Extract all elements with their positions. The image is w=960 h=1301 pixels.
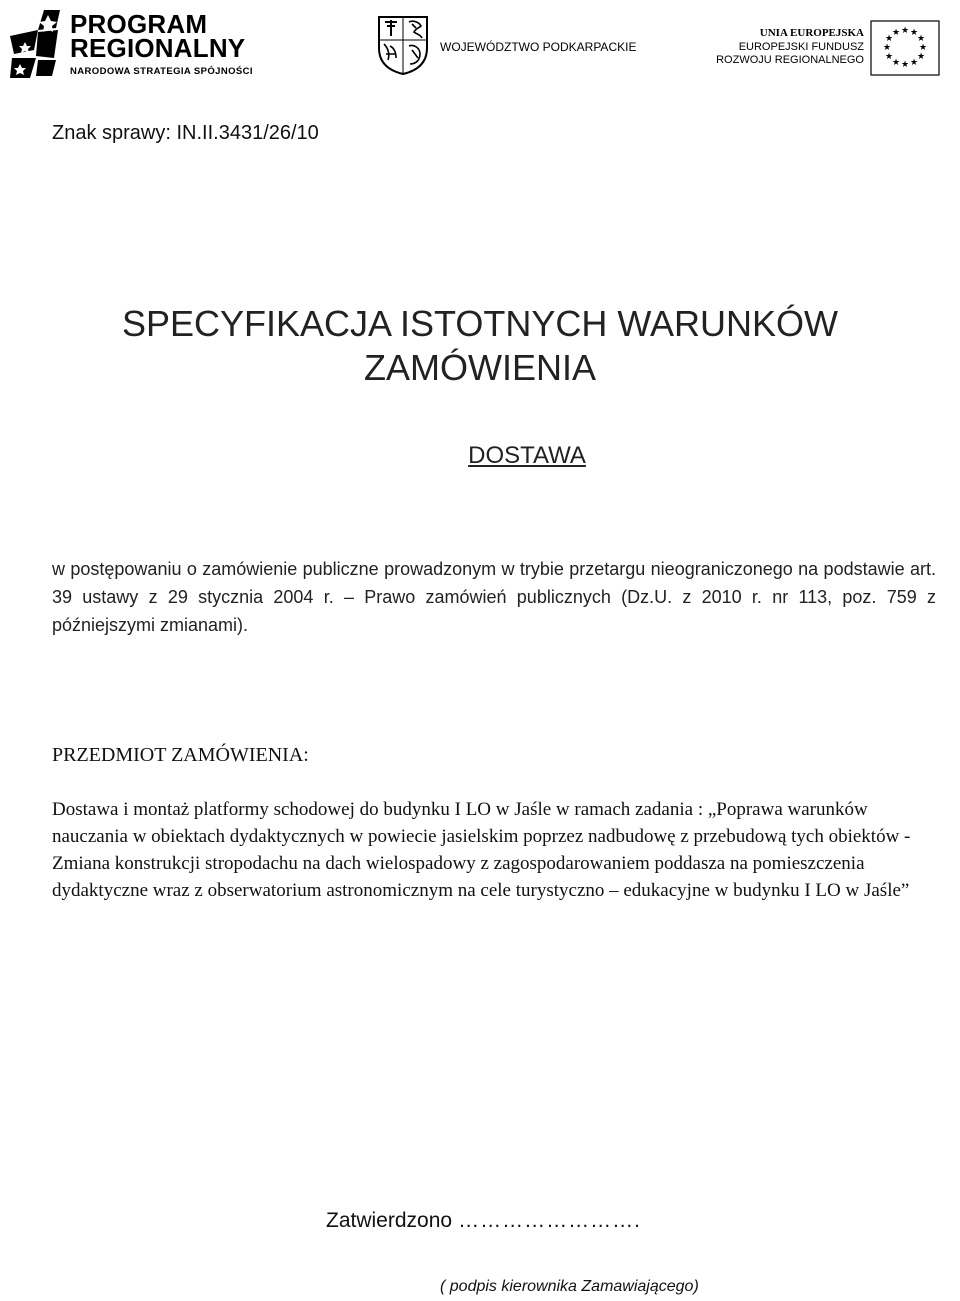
program-subtitle: NARODOWA STRATEGIA SPÓJNOŚCI xyxy=(70,66,253,77)
svg-text:★: ★ xyxy=(918,43,928,53)
subject-paragraph: Dostawa i montaż platformy schodowej do budynku I LO w Jaśle w ramach zadania : „Poprawa warunków nauczania w obiektach dydaktycznych w powiecie jasielskim poprzez nadbudowę z przebudową tych obiektów - Zmiana konstrukcji stropodachu na dach wielospadowy z zagospodarowaniem poddasza na pomieszczenia dydaktyczne wraz z obserwatorium astronomicznym na cele turystyczno – edukacyjne w budynku I LO w Jaśle” xyxy=(52,799,911,901)
svg-text:★: ★ xyxy=(909,58,919,68)
voivodeship-label: WOJEWÓDZTWO PODKARPACKIE xyxy=(440,40,637,54)
svg-text:★: ★ xyxy=(884,52,894,62)
document-subtitle: DOSTAWA xyxy=(468,442,586,469)
intro-paragraph: w postępowaniu o zamówienie publiczne prowadzonym w trybie przetargu nieograniczonego na podstawie art. 39 ustawy z 29 stycznia 2004 r. – Prawo zamówień publicznych (Dz.U. z 2010 r. nr 113, poz. 759 z późniejszymi zmianami). xyxy=(52,559,936,635)
svg-text:★: ★ xyxy=(900,26,910,36)
svg-text:★: ★ xyxy=(891,28,901,38)
program-title: PROGRAM REGIONALNY xyxy=(70,9,246,63)
svg-text:★: ★ xyxy=(882,43,892,53)
approval-line xyxy=(326,1209,641,1233)
case-number: Znak sprawy: IN.II.3431/26/10 xyxy=(52,122,319,144)
svg-text:★: ★ xyxy=(909,28,919,38)
svg-text:★: ★ xyxy=(916,52,926,62)
document-title: SPECYFIKACJA ISTOTNYCH WARUNKÓW ZAMÓWIENIA xyxy=(121,303,839,388)
svg-text:★: ★ xyxy=(900,60,910,70)
podkarpackie-crest-icon xyxy=(376,14,430,76)
svg-text:★: ★ xyxy=(884,34,894,44)
svg-text:★: ★ xyxy=(916,34,926,44)
svg-text:★: ★ xyxy=(891,58,901,68)
subject-heading: PRZEDMIOT ZAMÓWIENIA: xyxy=(52,744,309,766)
signature-dots: ……………………. xyxy=(458,1209,641,1232)
signature-note: ( podpis kierownika Zamawiającego) xyxy=(440,1278,699,1295)
eu-label: UNIA EUROPEJSKA EUROPEJSKI FUNDUSZ ROZWOJU REGIONALNEGO xyxy=(716,27,864,66)
approval-label: Zatwierdzono xyxy=(326,1209,453,1232)
eu-flag-icon xyxy=(870,20,940,76)
